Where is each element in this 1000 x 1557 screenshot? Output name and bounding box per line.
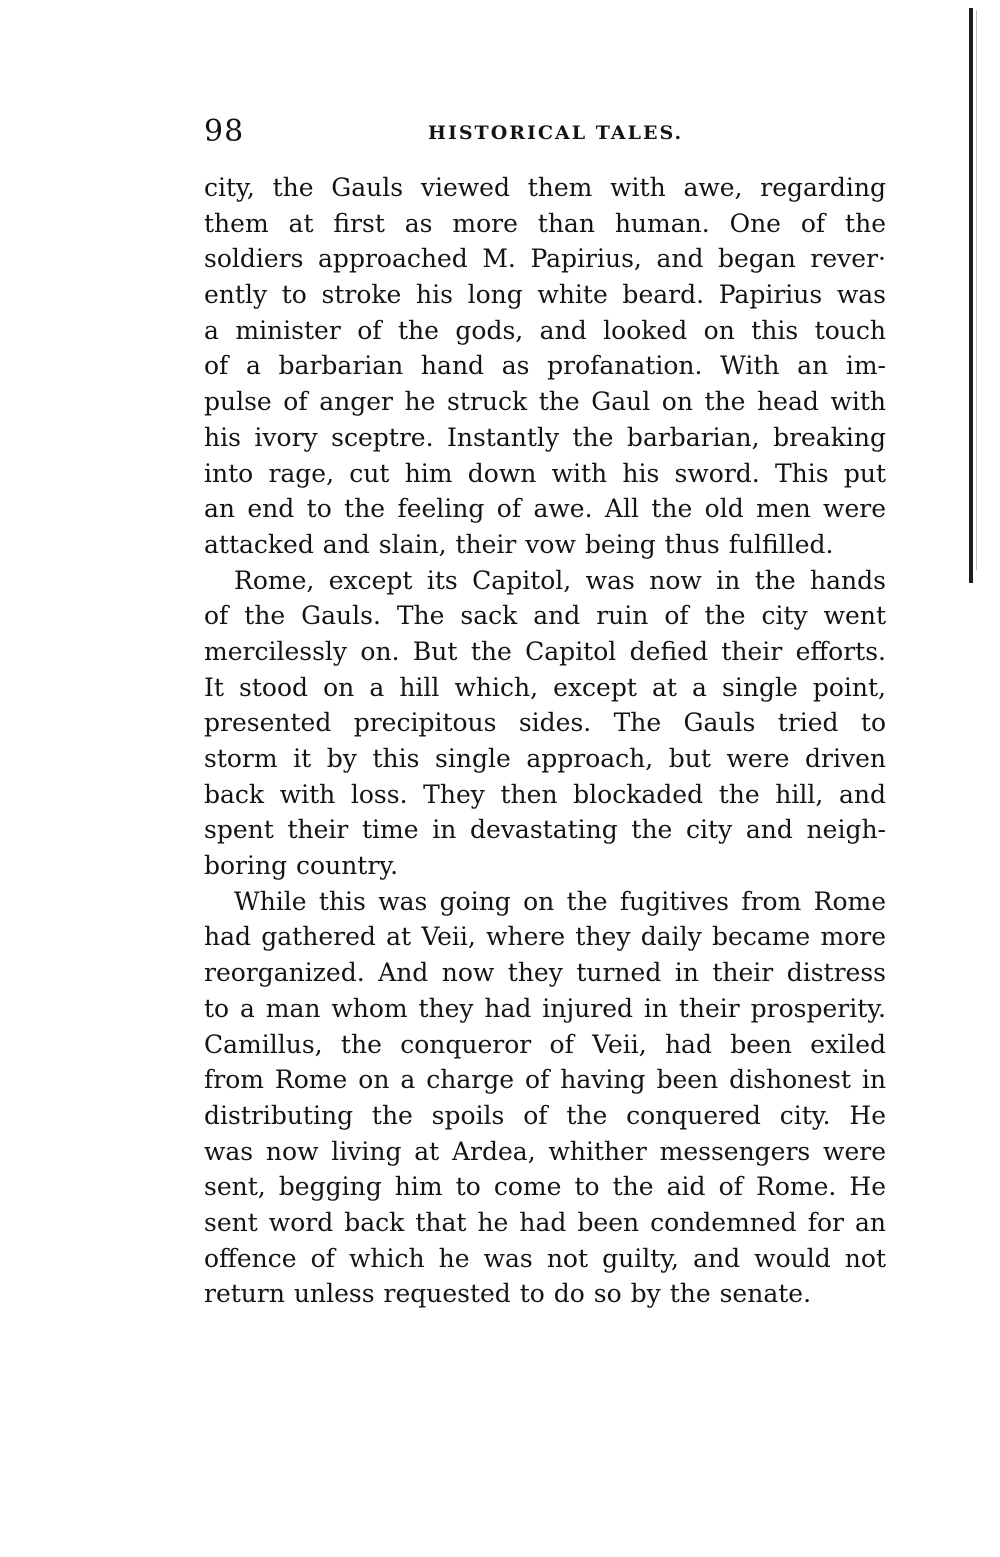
text-line: boring country.	[204, 851, 399, 881]
text-line: was now living at Ardea, whither messengers were	[204, 1136, 886, 1166]
page-edge-rule	[969, 8, 973, 583]
text-line: While this was going on the fugitives from Rome	[234, 886, 886, 916]
running-head	[204, 112, 886, 152]
text-line: an end to the feeling of awe. All the old men were	[204, 494, 886, 524]
running-title: HISTORICAL TALES.	[428, 122, 684, 144]
text-line: a minister of the gods, and looked on this touch	[204, 315, 886, 345]
text-line: of a barbarian hand as profanation. With an im-	[204, 351, 886, 381]
text-line: It stood on a hill which, except at a single point,	[204, 672, 886, 702]
text-line: city, the Gauls viewed them with awe, regarding	[204, 173, 886, 202]
text-line: offence of which he was not guilty, and would not	[204, 1243, 886, 1273]
text-line: sent, begging him to come to the aid of Rome. He	[204, 1172, 886, 1202]
page-edge-shadow	[976, 10, 977, 570]
text-line: presented precipitous sides. The Gauls tried to	[204, 708, 886, 738]
text-line: storm it by this single approach, but were driven	[204, 744, 886, 773]
text-line: to a man whom they had injured in their prosperity.	[204, 993, 886, 1023]
text-line: spent their time in devastating the city and neigh-	[204, 815, 886, 845]
text-line: from Rome on a charge of having been dishonest in	[204, 1065, 886, 1095]
paragraph-2	[204, 563, 886, 884]
text-line: them at first as more than human. One of the	[204, 208, 886, 238]
text-line: into rage, cut him down with his sword. This put	[204, 458, 886, 488]
text-line: attacked and slain, their vow being thus fulfilled.	[204, 529, 834, 559]
page-number: 98	[204, 114, 245, 149]
text-line: Camillus, the conqueror of Veii, had been exiled	[204, 1029, 886, 1059]
body-text	[204, 170, 886, 1312]
text-line: his ivory sceptre. Instantly the barbarian, breaking	[204, 422, 886, 452]
paragraph-3	[204, 884, 886, 1312]
text-line: distributing the spoils of the conquered city. He	[204, 1100, 886, 1130]
text-line: sent word back that he had been condemned for an	[204, 1207, 886, 1237]
text-line: reorganized. And now they turned in their distress	[204, 958, 886, 988]
text-line: back with loss. They then blockaded the hill, and	[204, 779, 886, 809]
text-line: Rome, except its Capitol, was now in the hands	[234, 565, 886, 595]
text-line: had gathered at Veii, where they daily became more	[204, 922, 886, 952]
text-line: mercilessly on. But the Capitol defied their efforts.	[204, 636, 886, 666]
text-line: soldiers approached M. Papirius, and began rever·	[204, 244, 886, 274]
text-line: of the Gauls. The sack and ruin of the city went	[204, 601, 886, 631]
text-line: return unless requested to do so by the senate.	[204, 1279, 812, 1309]
text-line: pulse of anger he struck the Gaul on the head with	[204, 387, 886, 417]
text-line: ently to stroke his long white beard. Papirius was	[204, 280, 886, 310]
paragraph-1	[204, 170, 886, 563]
